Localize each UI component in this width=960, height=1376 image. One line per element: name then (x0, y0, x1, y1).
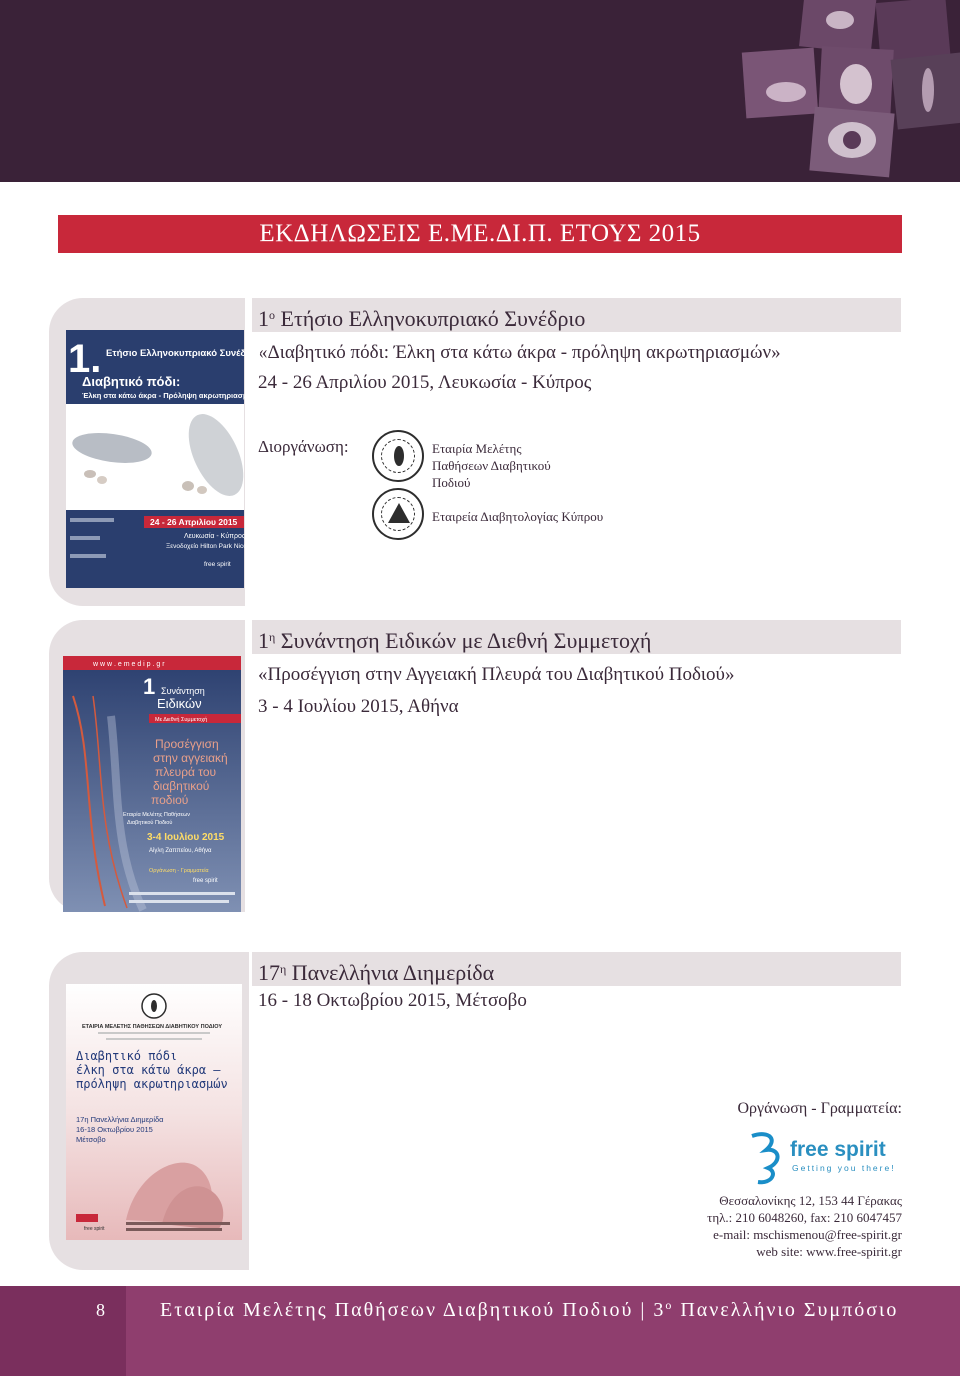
cover-3-event: 17η Πανελλήνια Διημερίδα (76, 1115, 164, 1124)
page-number: 8 (96, 1300, 105, 1320)
cover-1-brand: free spirit (204, 561, 231, 568)
cover-1-place: Λευκωσία - Κύπρος (184, 533, 246, 540)
event-2-date: 3 - 4 Ιουλίου 2015, Αθήνα (258, 696, 459, 717)
cover-2-quote4: διαβητικού (153, 779, 210, 793)
cover-2-quote5: ποδιού (151, 793, 189, 807)
page-number-box (0, 1286, 126, 1376)
cyprus-diabetes-seal-icon (372, 488, 424, 540)
cover-2-quote2: στην αγγειακή (153, 751, 228, 765)
cover-2-org1: Εταιρία Μελέτης Παθήσεων (123, 812, 191, 818)
free-spirit-logo (748, 1126, 904, 1186)
footer-band (0, 1286, 960, 1376)
emedip-seal-icon (372, 430, 424, 482)
cover-1-hotel: Ξενοδοχείο Hilton Park Nicosia (166, 543, 256, 550)
event-2-cover-image (63, 656, 241, 912)
event-1-subtitle: «Διαβητικό πόδι: Έλκη στα κάτω άκρα - πρόληψη ακρωτηριασμών» (258, 342, 781, 363)
cover-1-subtitle: Έλκη στα κάτω άκρα - Πρόληψη ακρωτηριασμών (82, 391, 258, 400)
cover-2-org2: Διαβητικού Ποδιού (127, 820, 173, 826)
cover-2-num: 1 (143, 674, 156, 699)
cover-2-line1: Συνάντηση (161, 686, 205, 696)
cover-1-headline: Ετήσιο Ελληνοκυπριακό Συνέδριο (106, 348, 261, 359)
cover-2-brand: free spirit (193, 878, 218, 884)
cover-1-title: Διαβητικό πόδι: (82, 374, 181, 389)
organizer-1-name: Εταιρία Μελέτης Παθήσεων Διαβητικού Ποδιού (432, 441, 551, 490)
event-1-title: $1^o$ Ετήσιο Ελληνοκυπριακό Συνέδριο (258, 306, 586, 331)
cover-2-line2: Ειδικών (157, 696, 202, 711)
cover-2-line3: Με Διεθνή Συμμετοχή (155, 717, 208, 723)
page-title: ΕΚΔΗΛΩΣΕΙΣ Ε.ΜΕ.ΔΙ.Π. ΕΤΟΥΣ 2015 (58, 215, 902, 253)
secretariat-phone: τηλ.: 210 6048260, fax: 210 6047457 (707, 1210, 902, 1225)
secretariat-address: Θεσσαλονίκης 12, 153 44 Γέρακας (719, 1193, 902, 1208)
cover-3-place: Μέτσοβο (76, 1135, 106, 1144)
cover-2-secretariat: Οργάνωση - Γραμματεία (149, 868, 209, 874)
cover-3-dates: 16-18 Οκτωβρίου 2015 (76, 1125, 153, 1134)
event-1-date: 24 - 26 Απριλίου 2015, Λευκωσία - Κύπρος (258, 372, 592, 393)
cover-2-dates: 3-4 Ιουλίου 2015 (147, 832, 225, 843)
cover-2-top: w w w . e m e d i p . g r (93, 661, 165, 668)
event-3-cover-image (66, 984, 242, 1240)
secretariat-email[interactable]: e-mail: mschismenou@free-spirit.gr (713, 1227, 902, 1242)
free-spirit-logo-name: free spirit (790, 1138, 886, 1161)
event-2-title: $1^\eta$ Συνάντηση Ειδικών με Διεθνή Συμμετοχή (258, 628, 652, 653)
event-3-title: $17^\eta$ Πανελλήνια Διημερίδα (258, 960, 495, 985)
event-3-date: 16 - 18 Οκτωβρίου 2015, Μέτσοβο (258, 990, 527, 1011)
footer-text: Εταιρία Μελέτης Παθήσεων Διαβητικού Ποδιού | $3^o$ Πανελλήνιο Συμπόσιο (160, 1298, 899, 1321)
organizer-2-name: Εταιρεία Διαβητολογίας Κύπρου (432, 509, 604, 524)
secretariat-website[interactable]: web site: www.free-spirit.gr (756, 1244, 902, 1259)
anatomy-collage-image (736, 0, 960, 182)
cover-2-quote3: πλευρά του (155, 765, 217, 779)
cover-2-place: Αίγλη Ζαππείου, Αθήνα (149, 848, 212, 854)
cover-3-society: ΕΤΑΙΡΙΑ ΜΕΛΕΤΗΣ ΠΑΘΗΣΕΩΝ ΔΙΑΒΗΤΙΚΟΥ ΠΟΔΙΟΥ (82, 1024, 222, 1030)
cover-3-title1: Διαβητικό πόδι (76, 1049, 178, 1063)
free-spirit-logo-tagline: Getting you there! (792, 1163, 896, 1173)
secretariat-contact (640, 1192, 902, 1260)
organizer-label: Διοργάνωση: (258, 437, 349, 456)
cover-3-brand: free spirit (84, 1226, 105, 1232)
cover-3-title3: πρόληψη ακρωτηριασμών (76, 1077, 228, 1091)
secretariat-title: Οργάνωση - Γραμματεία: (737, 1100, 902, 1117)
event-2-subtitle: «Προσέγγιση στην Αγγειακή Πλευρά του Διαβητικού Ποδιού» (258, 664, 735, 685)
cover-3-title2: έλκη στα κάτω άκρα – (76, 1063, 221, 1077)
cover-1-dates: 24 - 26 Απριλίου 2015 (150, 517, 238, 527)
cover-1-num: 1. (68, 337, 102, 381)
event-1-cover-image (66, 330, 261, 588)
cover-2-quote1: Προσέγγιση (155, 737, 219, 751)
